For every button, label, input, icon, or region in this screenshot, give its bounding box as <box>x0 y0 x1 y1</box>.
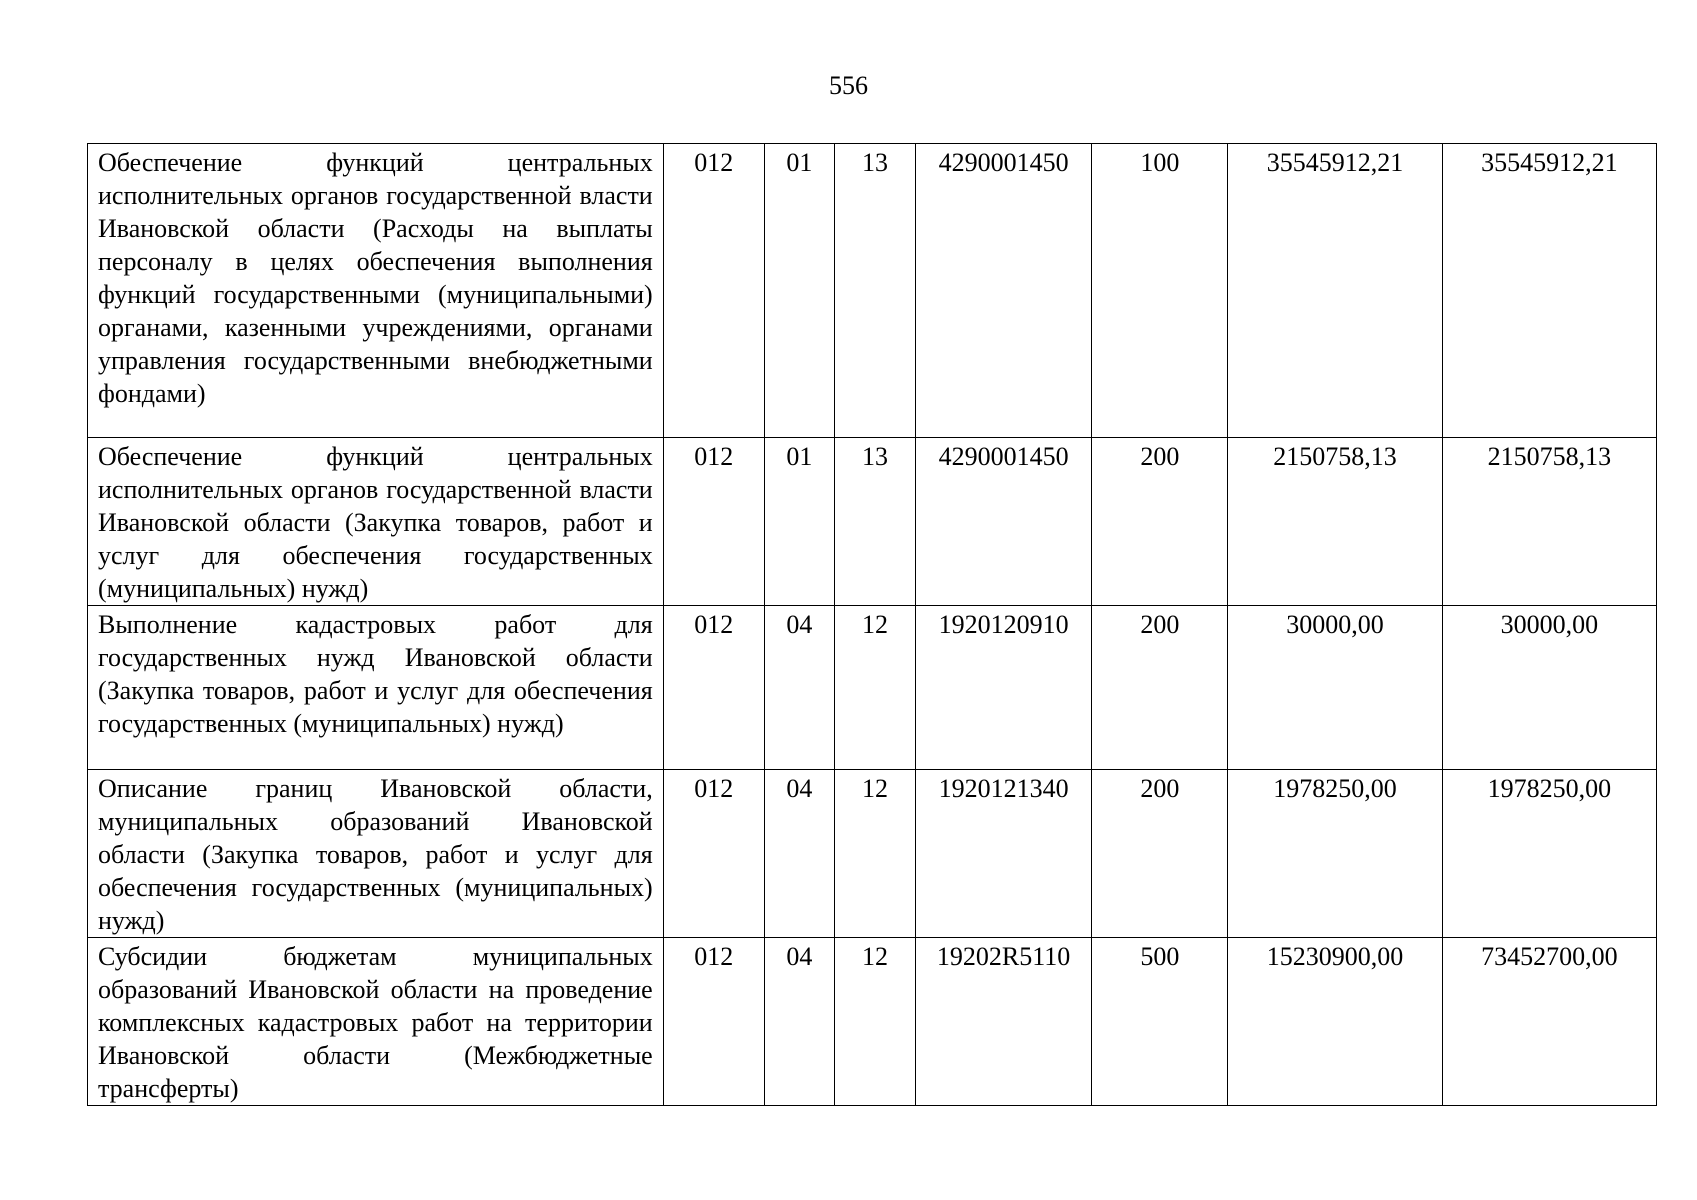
row-description: Выполнение кадастровых работ для государственных нужд Ивановской области (Закупка товаров, работ и услуг для обеспечения государственных (муниципальных) нужд) <box>88 606 664 770</box>
table-row <box>88 938 1657 1106</box>
target-article-code: 4290001450 <box>916 438 1092 606</box>
subsection-code: 12 <box>834 606 915 770</box>
target-article-code: 1920121340 <box>916 770 1092 938</box>
subsection-code: 13 <box>834 438 915 606</box>
amount-first: 15230900,00 <box>1228 938 1442 1106</box>
target-article-code: 1920120910 <box>916 606 1092 770</box>
table-row <box>88 606 1657 770</box>
amount-first: 1978250,00 <box>1228 770 1442 938</box>
section-code: 01 <box>764 438 834 606</box>
row-description: Обеспечение функций центральных исполнительных органов государственной власти Ивановской области (Расходы на выплаты персоналу в целях обеспечения выполнения функций государственными (муниципальными) органами, казенными учреждениями, органами управления государственными внебюджетными фондами) <box>88 144 664 438</box>
ministry-code: 012 <box>663 144 764 438</box>
section-code: 01 <box>764 144 834 438</box>
expense-type-code: 500 <box>1092 938 1228 1106</box>
amount-first: 2150758,13 <box>1228 438 1442 606</box>
row-description: Субсидии бюджетам муниципальных образований Ивановской области на проведение комплексных кадастровых работ на территории Ивановской области (Межбюджетные трансферты) <box>88 938 664 1106</box>
table-row <box>88 144 1657 438</box>
target-article-code: 4290001450 <box>916 144 1092 438</box>
target-article-code: 19202R5110 <box>916 938 1092 1106</box>
amount-second: 30000,00 <box>1442 606 1656 770</box>
amount-second: 73452700,00 <box>1442 938 1656 1106</box>
row-description: Обеспечение функций центральных исполнительных органов государственной власти Ивановской области (Закупка товаров, работ и услуг для обеспечения государственных (муниципальных) нужд) <box>88 438 664 606</box>
table-row <box>88 438 1657 606</box>
section-code: 04 <box>764 938 834 1106</box>
amount-first: 35545912,21 <box>1228 144 1442 438</box>
table-row <box>88 770 1657 938</box>
expense-type-code: 100 <box>1092 144 1228 438</box>
section-code: 04 <box>764 770 834 938</box>
ministry-code: 012 <box>663 606 764 770</box>
section-code: 04 <box>764 606 834 770</box>
ministry-code: 012 <box>663 438 764 606</box>
subsection-code: 12 <box>834 938 915 1106</box>
subsection-code: 12 <box>834 770 915 938</box>
expense-type-code: 200 <box>1092 770 1228 938</box>
budget-table <box>87 143 1657 1106</box>
page-number: 556 <box>829 71 868 100</box>
amount-second: 1978250,00 <box>1442 770 1656 938</box>
amount-second: 2150758,13 <box>1442 438 1656 606</box>
ministry-code: 012 <box>663 770 764 938</box>
expense-type-code: 200 <box>1092 606 1228 770</box>
ministry-code: 012 <box>663 938 764 1106</box>
amount-second: 35545912,21 <box>1442 144 1656 438</box>
row-description: Описание границ Ивановской области, муниципальных образований Ивановской области (Закупка товаров, работ и услуг для обеспечения государственных (муниципальных) нужд) <box>88 770 664 938</box>
expense-type-code: 200 <box>1092 438 1228 606</box>
amount-first: 30000,00 <box>1228 606 1442 770</box>
subsection-code: 13 <box>834 144 915 438</box>
